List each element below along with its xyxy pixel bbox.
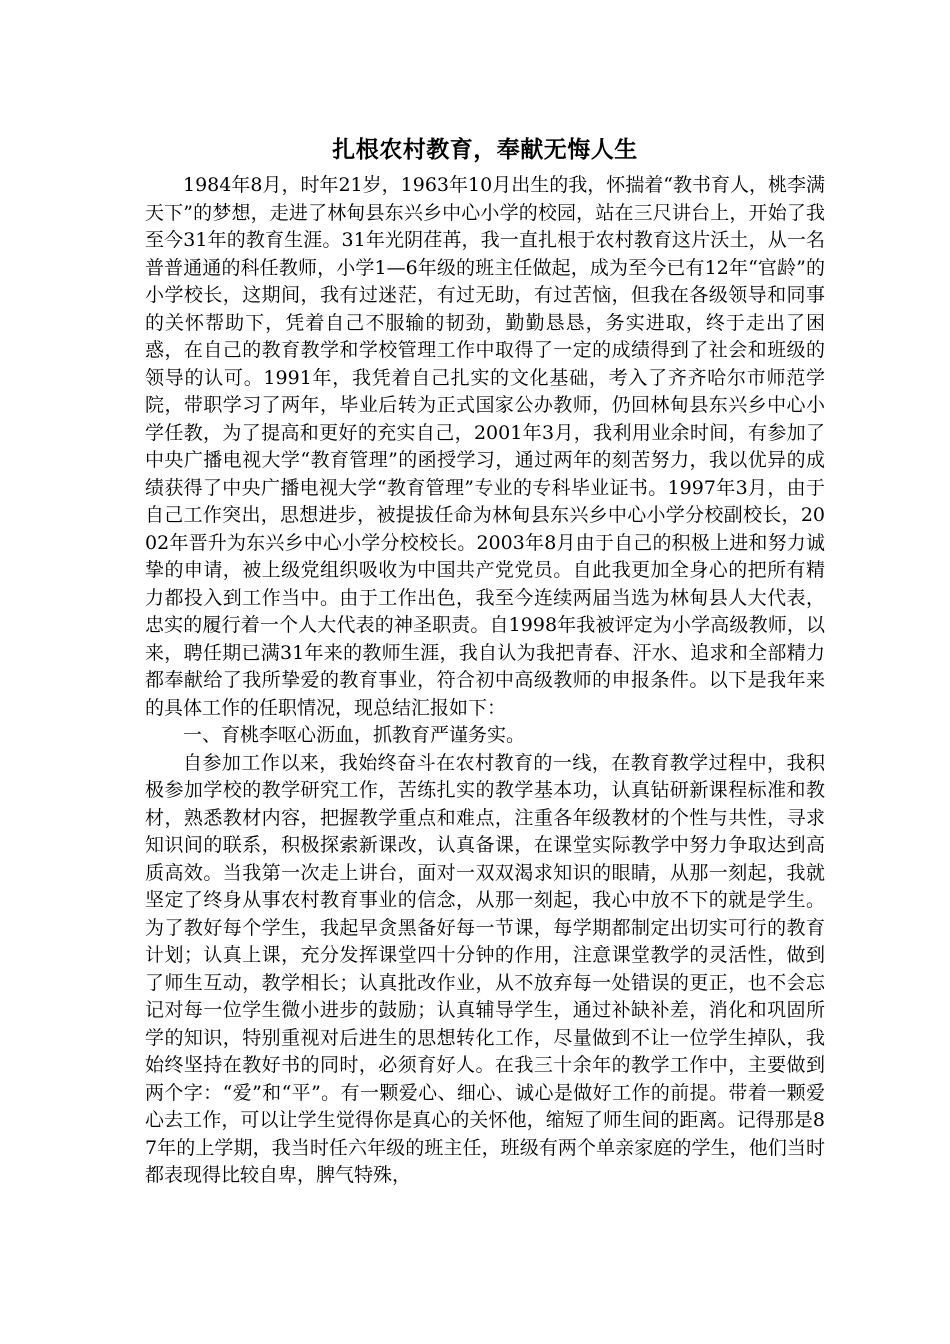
paragraph-section-1: 自参加工作以来，我始终奋斗在农村教育的一线，在教育教学过程中，我积极参加学校的教学研究工作，苦练扎实的教学基本功，认真钻研新课程标准和教材，熟悉教材内容，把握教学重点和难点，注重各年级教材的个性与共性，寻求知识间的联系，积极探索新课改，认真备课，在课堂实际教学中努力争取达到高质高效。当我第一次走上讲台，面对一双双渴求知识的眼睛，从那一刻起，我就坚定了终身从事农村教育事业的信念，从那一刻起，我心中放不下的就是学生。为了教好每个学生，我起早贪黑备好每一节课，每学期都制定出切实可行的教育计划；认真上课，充分发挥课堂四十分钟的作用，注意课堂教学的灵活性，做到了师生互动，教学相长；认真批改作业，从不放弃每一处错误的更正，也不会忘记对每一位学生微小进步的鼓励；认真辅导学生，通过补缺补差，消化和巩固所学的知识，特别重视对后进生的思想转化工作，尽量做到不让一位学生掉队，我始终坚持在教好书的同时，必须育好人。在我三十余年的教学工作中，主要做到两个字：“爱”和“平”。有一颗爱心、细心、诚心是做好工作的前提。带着一颗爱心去工作，可以让学生觉得你是真心的关怀他，缩短了师生间的距离。记得那是87年的上学期，我当时任六年级的班主任，班级有两个单亲家庭的学生，他们当时都表现得比较自卑，脾气特殊， [145, 751, 825, 1186]
paragraph-intro: 1984年8月，时年21岁，1963年10月出生的我，怀揣着“教书育人，桃李满天下”的梦想，走进了林甸县东兴乡中心小学的校园，站在三尺讲台上，开始了我至今31年的教育生涯。31年光阴荏苒，我一直扎根于农村教育这片沃土，从一名普普通通的科任教师，小学1—6年级的班主任做起，成为至今已有12年“官龄”的小学校长，这期间，我有过迷茫，有过无助，有过苦恼，但我在各级领导和同事的关怀帮助下，凭着自己不服输的韧劲，勤勤恳恳，务实进取，终于走出了困惑，在自己的教育教学和学校管理工作中取得了一定的成绩得到了社会和班级的领导的认可。1991年，我凭着自己扎实的文化基础，考入了齐齐哈尔市师范学院，带职学习了两年，毕业后转为正式国家公办教师，仍回林甸县东兴乡中心小学任教，为了提高和更好的充实自己，2001年3月，我利用业余时间，有参加了中央广播电视大学“教育管理”的函授学习，通过两年的刻苦努力，我以优异的成绩获得了中央广播电视大学“教育管理”专业的专科毕业证书。1997年3月，由于自己工作突出，思想进步，被提拔任命为林甸县东兴乡中心小学分校副校长，2002年晋升为东兴乡中心小学分校校长。2003年8月由于自己的积极上进和努力诚挚的申请，被上级党组织吸收为中国共产党党员。自此我更加全身心的把所有精力都投入到工作当中。由于工作出色，我至今连续两届当选为林甸县人大代表，忠实的履行着一个人大代表的神圣职责。自1998年我被评定为小学高级教师，以来，聘任期已满31年来的教师生涯，我自认为我把青春、汗水、追求和全部精力都奉献给了我所挚爱的教育事业，符合初中高级教师的申报条件。以下是我年来的具体工作的任职情况，现总结汇报如下： [145, 174, 825, 719]
section-heading-1: 一、育桃李呕心沥血，抓教育严谨务实。 [183, 724, 526, 746]
document-title: 扎根农村教育，奉献无悔人生 [332, 136, 638, 163]
document-page [145, 132, 825, 1190]
